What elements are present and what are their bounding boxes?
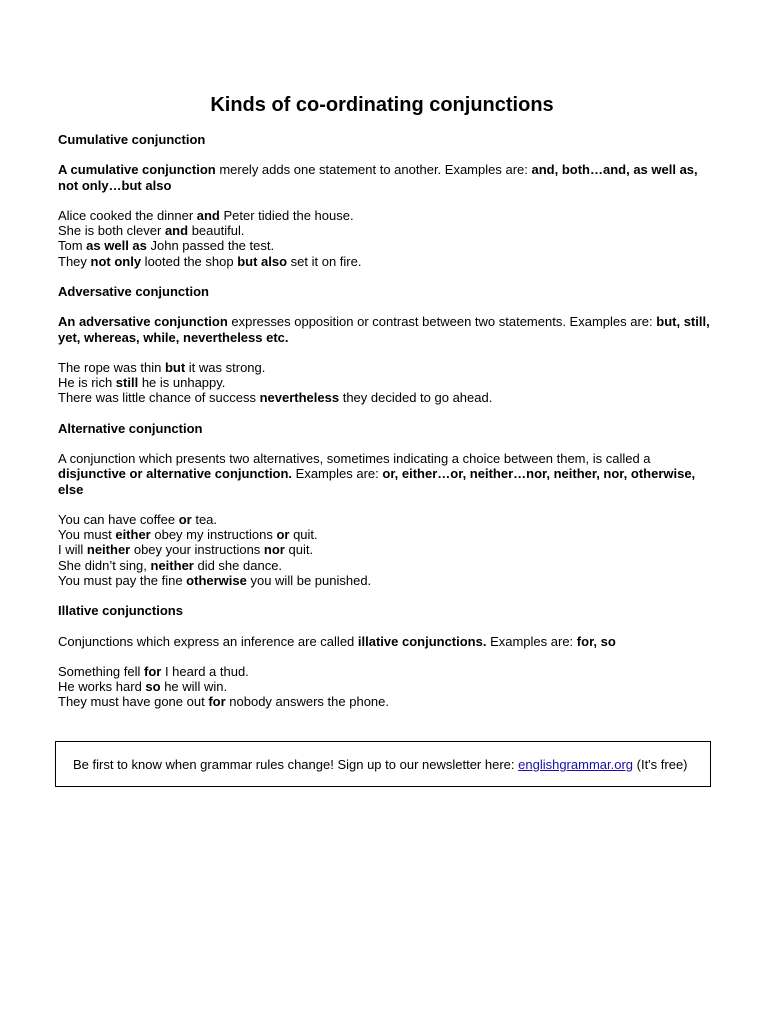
text-cumulative-example-0-2: Peter tidied the house.: [219, 207, 354, 223]
page-title: Kinds of co-ordinating conjunctions: [210, 94, 554, 116]
text-alternative-example-2-0: I will: [58, 542, 87, 558]
bold-text-cumulative-example-3-1: not only: [90, 253, 142, 269]
bold-text-alternative-example-3-1: neither: [150, 557, 194, 573]
bold-text-alternative-example-4-1: otherwise: [186, 572, 247, 588]
spacer: [58, 299, 718, 314]
text-cumulative-example-2-2: John passed the test.: [146, 238, 275, 254]
example-sentence: [58, 390, 718, 405]
text-cumulative-example-3-0: They: [58, 253, 91, 269]
newsletter-box: [55, 741, 711, 787]
spacer: [58, 436, 718, 451]
text-cumulative-example-2-0: Tom: [58, 238, 87, 254]
bold-text-cumulative-example-0-1: and: [196, 207, 220, 223]
spacer: [58, 406, 718, 421]
bold-text-alternative-definition-3: or, either…or, neither…nor, neither, nor, otherwise, else: [58, 466, 696, 497]
text-cumulative-example-3-4: set it on fire.: [287, 253, 362, 269]
section-heading-cumulative: Cumulative conjunction: [58, 132, 206, 147]
text-alternative-example-4-0: You must pay the fine: [58, 572, 187, 588]
bold-text-alternative-example-2-3: nor: [263, 542, 285, 558]
newsletter-signup-link[interactable]: englishgrammar.org: [518, 757, 634, 772]
section-heading-alternative: Alternative conjunction: [58, 420, 203, 436]
text-illative-example-0-0: Something fell: [58, 663, 144, 679]
definition-cumulative: [58, 162, 718, 192]
bold-text-illative-example-2-1: for: [208, 694, 226, 710]
example-sentence: [58, 254, 718, 269]
text-cumulative-example-3-2: looted the shop: [141, 253, 238, 269]
bold-text-alternative-definition-1: disjunctive or alternative conjunction.: [58, 466, 293, 482]
text-illative-definition-0: Conjunctions which express an inference are called: [58, 633, 358, 649]
text-illative-example-1-2: he will win.: [160, 679, 228, 695]
text-adversative-example-0-0: The rope was thin: [58, 359, 165, 375]
bold-text-cumulative-example-2-1: as well as: [86, 238, 147, 254]
text-alternative-example-0-0: You can have coffee: [58, 511, 179, 527]
text-adversative-example-2-0: There was little chance of success: [58, 390, 260, 406]
bold-text-alternative-example-0-1: or: [178, 511, 192, 527]
example-sentence: [58, 694, 718, 709]
example-sentence: [58, 223, 718, 238]
text-cumulative-example-1-0: She is both clever: [58, 223, 165, 239]
text-alternative-example-0-2: tea.: [191, 511, 218, 527]
text-adversative-example-0-2: it was strong.: [185, 359, 266, 375]
bold-text-illative-example-0-1: for: [144, 663, 162, 679]
text-illative-definition-2: Examples are:: [486, 633, 577, 649]
bold-text-cumulative-example-3-3: but also: [237, 253, 288, 269]
examples-alternative: [58, 512, 718, 588]
text-alternative-example-1-2: obey my instructions: [150, 527, 277, 543]
text-cumulative-example-0-0: Alice cooked the dinner: [58, 207, 197, 223]
spacer: [58, 497, 718, 512]
text-alternative-example-2-2: obey your instructions: [130, 542, 264, 558]
bold-text-alternative-example-2-1: neither: [86, 542, 131, 558]
text-alternative-example-2-4: quit.: [284, 542, 314, 558]
text-cumulative-example-1-2: beautiful.: [188, 223, 245, 239]
spacer: [58, 649, 718, 664]
example-sentence: [58, 375, 718, 390]
examples-cumulative: [58, 208, 718, 269]
newsletter-text: [73, 757, 688, 773]
definition-adversative: [58, 314, 718, 344]
text-adversative-example-1-0: He is rich: [58, 375, 116, 391]
text-adversative-example-2-2: they decided to go ahead.: [339, 390, 493, 406]
section-heading-adversative: Adversative conjunction: [58, 283, 209, 299]
bold-text-adversative-example-1-1: still: [115, 375, 139, 391]
example-sentence: [58, 208, 718, 223]
bold-text-adversative-example-0-1: but: [164, 359, 186, 375]
text-alternative-example-1-0: You must: [58, 527, 116, 543]
definition-illative: [58, 634, 718, 649]
examples-illative: [58, 664, 718, 710]
text-cumulative-definition-1: merely adds one statement to another. Examples are:: [215, 162, 532, 178]
newsletter-prompt: Be first to know when grammar rules change! Sign up to our newsletter here:: [73, 757, 519, 772]
text-adversative-example-1-2: he is unhappy.: [138, 375, 226, 391]
text-alternative-example-4-2: you will be punished.: [246, 572, 372, 588]
text-illative-example-0-2: I heard a thud.: [161, 663, 249, 679]
example-sentence: [58, 542, 718, 557]
document-body: [58, 132, 718, 710]
example-sentence: [58, 679, 718, 694]
spacer: [58, 618, 718, 633]
spacer: [58, 193, 718, 208]
bold-text-adversative-example-2-1: nevertheless: [259, 390, 340, 406]
text-alternative-definition-0: A conjunction which presents two alternatives, sometimes indicating a choice between them, is called a: [58, 451, 651, 467]
text-alternative-example-3-0: She didn’t sing,: [58, 557, 151, 573]
text-adversative-definition-1: expresses opposition or contrast between two statements. Examples are:: [227, 314, 657, 330]
example-sentence: [58, 238, 718, 253]
text-alternative-definition-2: Examples are:: [292, 466, 383, 482]
example-sentence: [58, 558, 718, 573]
example-sentence: [58, 512, 718, 527]
bold-text-cumulative-example-1-1: and: [164, 223, 189, 239]
text-illative-example-2-2: nobody answers the phone.: [225, 694, 389, 710]
spacer: [58, 588, 718, 603]
bold-text-alternative-example-1-3: or: [276, 527, 290, 543]
example-sentence: [58, 527, 718, 542]
bold-text-cumulative-definition-0: A cumulative conjunction: [58, 162, 216, 178]
bold-text-adversative-definition-2: but, still, yet, whereas, while, nevertheless etc.: [58, 314, 710, 345]
examples-adversative: [58, 360, 718, 406]
section-heading-illative: Illative conjunctions: [58, 603, 183, 619]
text-illative-example-2-0: They must have gone out: [58, 694, 209, 710]
bold-text-illative-definition-3: for, so: [576, 633, 616, 649]
newsletter-note: (It's free): [633, 757, 688, 772]
example-sentence: [58, 573, 718, 588]
bold-text-illative-definition-1: illative conjunctions.: [357, 633, 487, 649]
bold-text-cumulative-definition-2: and, both…and, as well as, not only…but also: [58, 162, 698, 193]
example-sentence: [58, 664, 718, 679]
bold-text-alternative-example-1-1: either: [115, 527, 151, 543]
definition-alternative: [58, 451, 718, 497]
text-alternative-example-1-4: quit.: [289, 527, 318, 543]
text-alternative-example-3-2: did she dance.: [193, 557, 283, 573]
bold-text-illative-example-1-1: so: [145, 679, 161, 695]
spacer: [58, 269, 718, 284]
text-illative-example-1-0: He works hard: [58, 679, 146, 695]
spacer: [58, 345, 718, 360]
bold-text-adversative-definition-0: An adversative conjunction: [58, 314, 228, 330]
example-sentence: [58, 360, 718, 375]
spacer: [58, 147, 718, 162]
